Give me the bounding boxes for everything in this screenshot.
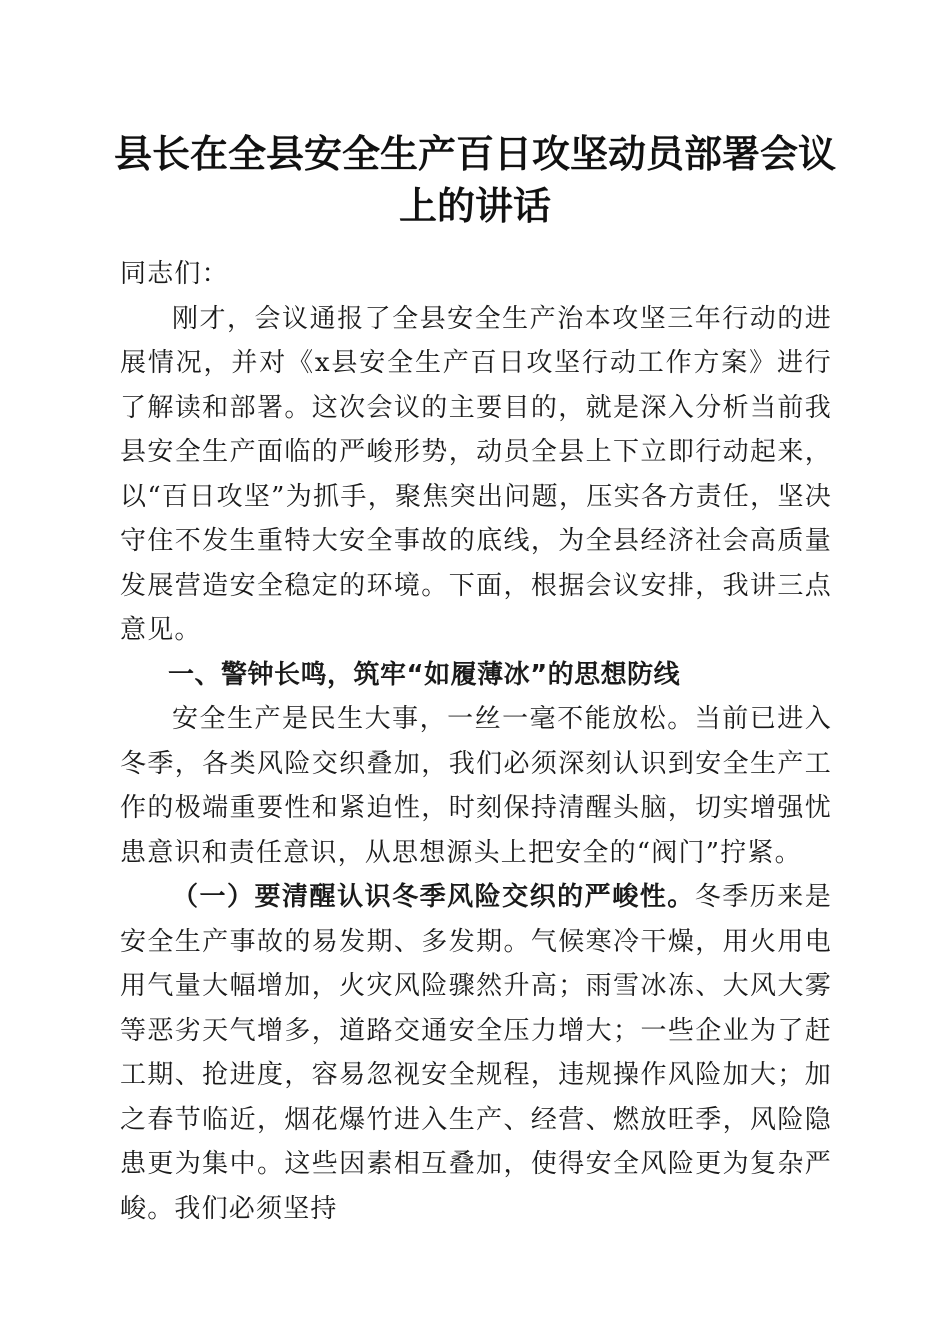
document-title: 县长在全县安全生产百日攻坚动员部署会议上的讲话: [113, 131, 836, 228]
paragraph-section-1: 安全生产是民生大事，一丝一毫不能放松。当前已进入冬季，各类风险交织叠加，我们必须深刻认识到安全生产工作的极端重要性和紧迫性，时刻保持清醒头脑，切实增强忧患意识和责任意识，从思想源头上把安全的“阀门”拧紧。: [120, 704, 832, 868]
document-body: [120, 252, 832, 1231]
subsection-body: 冬季历来是安全生产事故的易发期、多发期。气候寒冷干燥，用火用电用气量大幅增加，火灾风险骤然升高；雨雪冰冻、大风大雾等恶劣天气增多，道路交通安全压力增大；一些企业为了赶工期、抢进度，容易忽视安全规程，违规操作风险加大；加之春节临近，烟花爆竹进入生产、经营、燃放旺季，风险隐患更为集中。这些因素相互叠加，使得安全风险更为复杂严峻。我们必须坚持: [120, 882, 832, 1224]
paragraph-subsection-1: [120, 875, 832, 1231]
paragraph-intro: 刚才，会议通报了全县安全生产治本攻坚三年行动的进展情况，并对《x县安全生产百日攻坚行动工作方案》进行了解读和部署。这次会议的主要目的，就是深入分析当前我县安全生产面临的严峻形势，动员全县上下立即行动起来，以“百日攻坚”为抓手，聚焦突出问题，压实各方责任，坚决守住不发生重特大安全事故的底线，为全县经济社会高质量发展营造安全稳定的环境。下面，根据会议安排，我讲三点意见。: [120, 303, 832, 645]
subsection-lead: （一）要清醒认识冬季风险交织的严峻性。: [172, 882, 695, 912]
salutation: 同志们：: [120, 259, 229, 289]
section-heading-1: 一、警钟长鸣，筑牢“如履薄冰”的思想防线: [168, 659, 681, 690]
